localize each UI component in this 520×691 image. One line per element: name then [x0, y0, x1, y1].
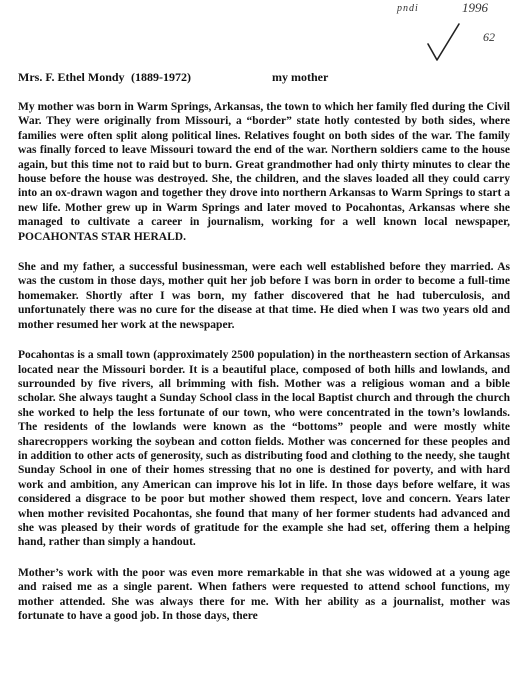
subject-relation: my mother	[272, 70, 329, 84]
subject-life-dates: (1889-1972)	[131, 70, 191, 84]
annotation-page-mark: 62	[483, 30, 495, 44]
document-body	[18, 100, 510, 639]
check-mark-icon	[426, 22, 462, 64]
paragraph: Pocahontas is a small town (approximately 2500 population) in the northeastern section of Arkansas located near the Missouri border. It is a beautiful place, composed of both hills and lowlands, and surrounded by five rivers, all brimming with fish. Mother was a religious woman and a bible scholar. She always taught a Sunday School class in the local Baptist church and through the church she worked to help the less fortunate of our town, who were concentrated in the town’s lowlands. The residents of the lowlands were known as the “bottoms” people and were mostly white sharecroppers working the soybean and cotton fields. Mother was concerned for these peoples and in addition to other acts of generosity, such as distributing food and clothing to the needy, she taught Sunday School in one of their homes stressing that no one is destined for poverty, and with hard work and ambition, any American can improve his lot in life. In those days before welfare, it was considered a disgrace to be poor but mother showed them respect, love and concern. Years later when mother revisited Pocahontas, she found that many of her former students had advanced and she was pleased by their words of gratitude for the example she had set, offering them a helping hand, rather than simply a handout.	[18, 349, 510, 549]
paragraph: My mother was born in Warm Springs, Arkansas, the town to which her family fled during the Civil War. They were originally from Missouri, a “border” state hotly contested by both sides, where families were often split along political lines. Relatives fought on both sides of the war. The family was finally forced to leave Missouri toward the end of the war. Northern soldiers came to the house again, but this time not to raid but to burn. Great grandmother had only thirty minutes to clear the house before the house was destroyed. She, the children, and the slaves loaded all they could carry into an ox-drawn wagon and together they drove into northern Arkansas to Warm Springs to start a new life. Mother grew up in Warm Springs and later moved to Pocahontas, Arkansas where she managed to cultivate a career in journalism, working for a well known local newspaper, POCAHONTAS STAR HERALD.	[18, 101, 510, 243]
subject-name: Mrs. F. Ethel Mondy	[18, 70, 125, 84]
annotation-initials: pndi	[397, 3, 419, 14]
paragraph: She and my father, a successful businessman, were each well established before they married. As was the custom in those days, mother quit her job before I was born in order to become a full-time homemaker. Shortly after I was born, my father discovered that he had tuberculosis, and unfortunately there was no cure for the disease at that time. He died when I was two years old and mother resumed her work at the newspaper.	[18, 261, 510, 331]
annotation-year: 1996	[462, 0, 488, 15]
paragraph: Mother’s work with the poor was even more remarkable in that she was widowed at a young age and raised me as a single parent. When fathers were requested to attend school functions, my mother attended. She was always there for me. With her ability as a journalist, mother was fortunate to have a good job. In those days, there	[18, 566, 510, 622]
